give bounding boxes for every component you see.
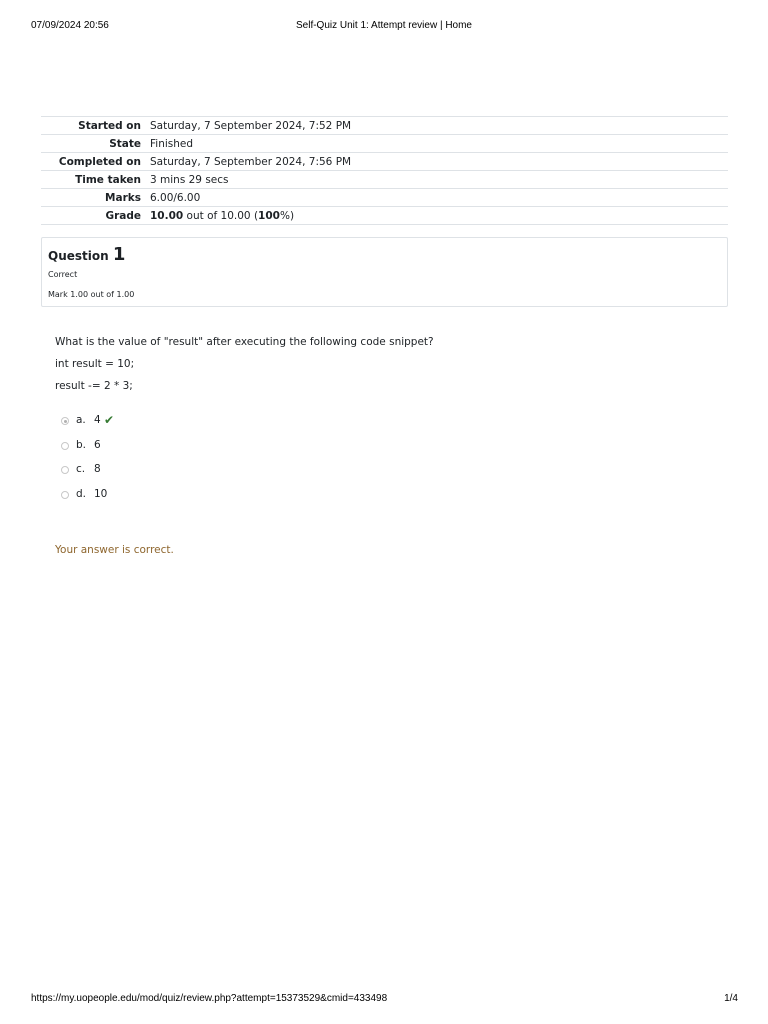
summary-row-started: [41, 117, 728, 135]
page-url: https://my.uopeople.edu/mod/quiz/review.php?attempt=15373529&cmid=433498: [31, 993, 388, 1004]
summary-row-grade: [41, 207, 728, 225]
option-letter: a.: [76, 414, 86, 426]
question-number: 1: [112, 244, 126, 265]
summary-label: Started on: [78, 119, 141, 132]
grade-percent: 100: [258, 209, 280, 222]
question-text-line-3: result -= 2 * 3;: [55, 380, 133, 392]
option-text: 6: [94, 438, 101, 451]
summary-label: Time taken: [75, 173, 141, 186]
option-letter: b.: [76, 438, 87, 451]
summary-row-marks: [41, 189, 728, 207]
summary-row-time-taken: [41, 171, 728, 189]
radio-button[interactable]: [61, 466, 69, 474]
print-footer: [0, 993, 768, 1007]
summary-value: 3 mins 29 secs: [150, 173, 229, 186]
answer-feedback: Your answer is correct.: [55, 544, 174, 556]
option-text: 4: [94, 414, 101, 426]
question-info-box: [41, 237, 728, 307]
option-text: 8: [94, 463, 101, 475]
question-text-line-1: What is the value of "result" after executing the following code snippet?: [55, 336, 434, 348]
print-datetime: 07/09/2024 20:56: [31, 20, 109, 31]
radio-button-selected[interactable]: [61, 417, 69, 425]
radio-button[interactable]: [61, 491, 69, 499]
checkmark-icon: ✔: [104, 413, 115, 427]
option-text: 10: [94, 487, 108, 500]
summary-label: State: [109, 137, 141, 150]
summary-label: Marks: [105, 191, 141, 204]
question-title: [48, 244, 125, 265]
summary-row-state: [41, 135, 728, 153]
summary-value: Finished: [150, 137, 194, 150]
grade-value: [146, 207, 728, 225]
summary-value: Saturday, 7 September 2024, 7:52 PM: [150, 119, 352, 132]
grade-suffix: %): [279, 209, 295, 222]
page-number: 1/4: [724, 993, 738, 1004]
attempt-summary-table: [41, 116, 728, 225]
question-mark: Mark 1.00 out of 1.00: [48, 290, 135, 299]
grade-middle: out of 10.00 (: [183, 209, 259, 222]
print-page-title: Self-Quiz Unit 1: Attempt review | Home: [296, 20, 472, 31]
question-text-line-2: int result = 10;: [55, 358, 135, 370]
grade-score: 10.00: [150, 209, 184, 222]
question-state: Correct: [48, 270, 78, 279]
summary-value: 6.00/6.00: [150, 191, 201, 204]
print-header: [0, 20, 768, 34]
summary-row-completed: [41, 153, 728, 171]
option-letter: c.: [76, 463, 86, 475]
question-title-prefix: Question: [48, 249, 113, 263]
option-letter: d.: [76, 487, 87, 500]
radio-button[interactable]: [61, 442, 69, 450]
summary-label: Grade: [105, 209, 141, 222]
summary-value: Saturday, 7 September 2024, 7:56 PM: [150, 155, 352, 168]
summary-label: Completed on: [58, 155, 141, 168]
